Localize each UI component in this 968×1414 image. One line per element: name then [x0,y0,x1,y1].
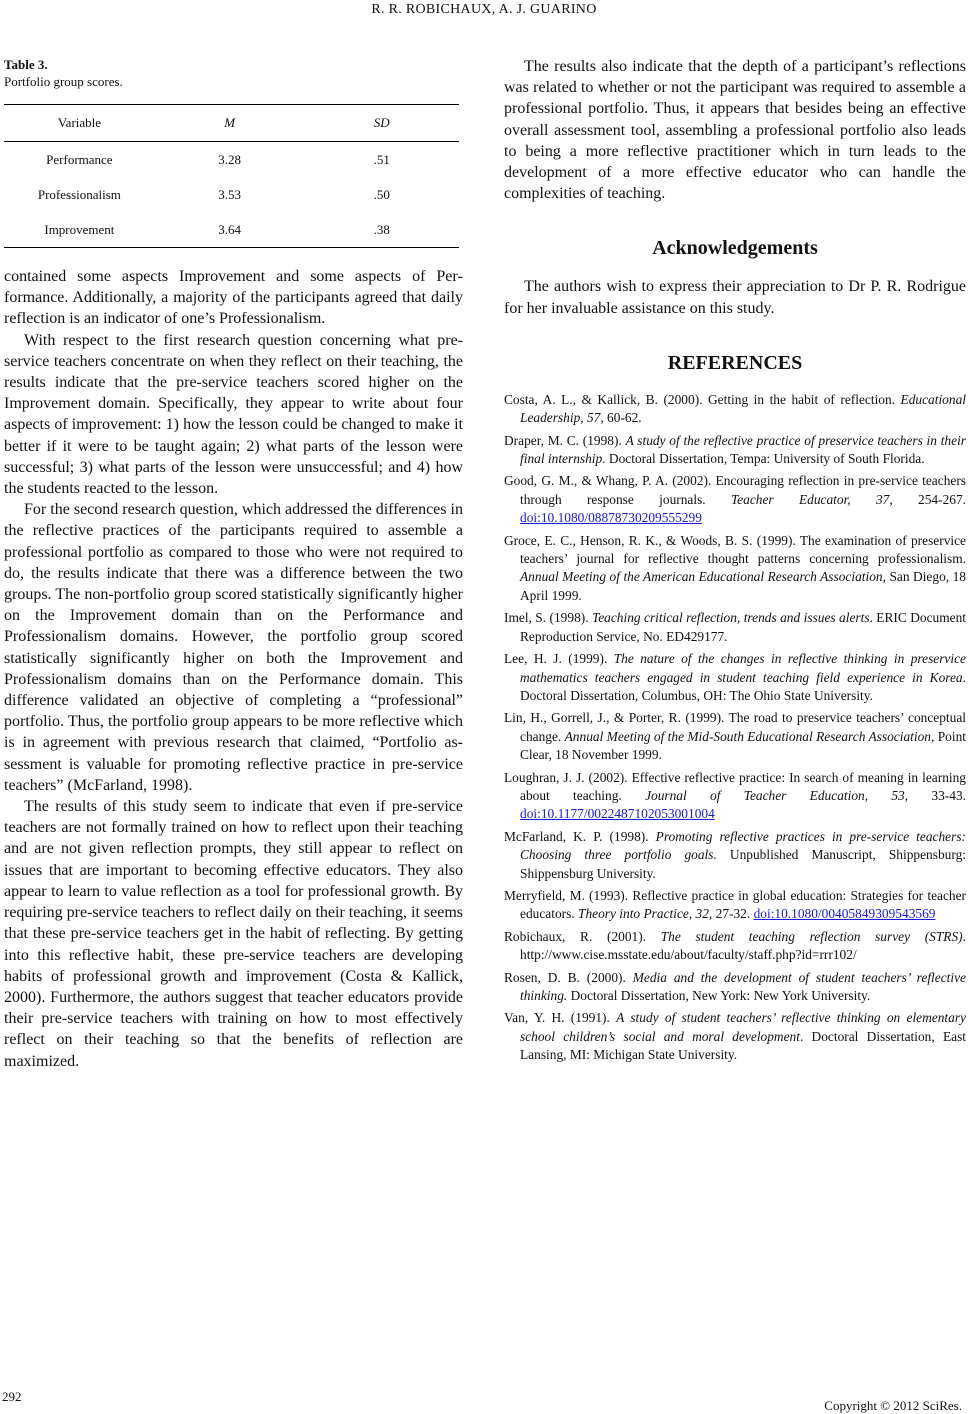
table-header-row [4,105,459,142]
table-cell: 3.53 [218,186,241,202]
table-cell: Improvement [4,212,155,248]
page-number: 292 [2,1389,22,1404]
reference-text: McFarland, K. P. (1998). [504,828,656,844]
table-row [4,142,459,178]
reference-list [504,391,966,1065]
body-paragraph: contained some aspects Improvement and some aspects of Performance. Additionally, a majority of the participants agreed that daily reflection is an indicator of one’s Professionalism. [4,268,463,328]
body-paragraph: For the second research question, which addressed the differences in the reflective practices of the participants required to assemble a professional portfolio as compared to those who were not required to do, the results indicate that there was a difference between the two groups. The non-portfolio group scored statistically significantly higher on the Improvement domain than on the Performance and Professionalism domains. However, the portfolio group scored statistically significantly higher on both the Improvement and Professionalism domains than on the Performance domain. This difference validated an objective of completing a “professional” portfolio. Thus, the portfolio group appears to be more reflective which is in agreement with previous research that claimed, “Portfolio assessment is valuable for promoting reflective practice in pre-service teachers” (McFarland, 1998). [4,501,463,794]
reference-text: , Point Clear, 18 November 1999. [520,728,966,763]
table-row [4,177,459,212]
reference-text: . Doctoral Dissertation, East Lansing, MI: Michigan State University. [520,1028,966,1063]
table-cell: Professionalism [37,186,121,202]
table-header-sd: SD [304,105,459,142]
reference-text: . Doctoral Dissertation, Columbus, OH: The Ohio State University. [520,669,966,703]
reference-title: Theory into Practice, 32, [578,906,713,922]
reference-item [504,391,966,428]
running-head: R. R. ROBICHAUX, A. J. GUARINO [371,2,597,17]
copyright: Copyright © 2012 SciRes. [824,1398,962,1413]
reference-text: Good, G. M., & Whang, P. A. (2002). Encouraging reflection in pre-service teachers through response journals. [504,473,966,507]
reference-text: Lee, H. J. (1999). [504,651,614,667]
table-row [4,212,459,248]
reference-title: Educational Leadership, 57, [520,391,966,426]
reference-text: Imel, S. (1998). [504,610,592,626]
reference-text: 33-43. [908,787,966,803]
reference-text: Costa, A. L., & Kallick, B. (2000). Getting in the habit of reflection. [504,391,901,407]
body-paragraph: The results of this study seem to indicate that even if pre-service teachers are not formally trained on how to reflect upon their teaching and are not given reflection prompts, they still appear to reflect on issues that are important to becoming effective educators. They also appear to learn to value reflection as a tool for professional growth. By requiring pre-service teachers to reflect daily on their teaching, it seems that these pre-service teachers get in the habit of reflecting. By getting into this reflective habit, these pre-service teachers are developing habits of professional growth and improvement (Costa & Kallick, 2000). Furthermore, the authors suggest that teacher educators provide their pre-service teachers with training on how to most effectively reflect on their teaching so that the benefits of reflection are maximized. [4,798,463,1070]
reference-title: Teaching critical reflection, trends and issues alerts [592,610,870,626]
reference-title: Media and the development of student teachers’ reflective thinking. [520,969,966,1004]
reference-text: 60-62. [603,410,642,426]
table-cell: .50 [373,186,390,202]
reference-title: Journal of Teacher Education, 53, [645,787,909,803]
reference-text: Merryfield, M. (1993). Reflective practice in global education: Strategies for teacher educators. [504,887,966,922]
reference-item [504,472,966,527]
reference-text: Groce, E. C., Henson, R. K., & Woods, B. S. (1999). The examination of preservice teachers’ journal for reflective thought patterns concerning professionalism. [504,532,966,567]
reference-text: . ERIC Document Reproduction Service, No. ED429177. [520,610,966,644]
reference-title: Promoting reflective practices in pre-service teachers: Choosing three portfolio goals. [520,828,966,863]
right-column [504,56,966,1069]
reference-title: Annual Meeting of the Mid-South Educational Research Association [564,728,931,744]
reference-title: A study of student teachers’ reflective thinking on elementary school children’s social and moral development [520,1010,967,1044]
reference-text: Loughran, J. J. (2002). Effective reflective practice: In search of meaning in learning about teaching. [504,769,966,803]
table-header-mean: M [155,105,305,142]
left-column [4,56,463,1072]
reference-title: The student teaching reflection survey (STRS) [660,928,963,944]
reference-text: . Doctoral Dissertation, Tempa: University of South Florida. [602,451,925,467]
table-cell: .51 [373,151,390,167]
doi-link[interactable]: doi:10.1080/00405849309543569 [753,906,936,922]
reference-item [504,828,966,883]
reference-text: 254-267. [892,491,967,507]
reference-text: Doctoral Dissertation, New York: New York University. [567,988,871,1004]
reference-item [504,532,966,606]
reference-text: Lin, H., Gorrell, J., & Porter, R. (1999). The road to preservice teachers’ conceptual change. [504,710,966,744]
references-heading: REFERENCES [667,351,803,374]
acknowledgements-text: The authors wish to express their appreciation to Dr P. R. Rodrigue for her invaluable assistance on this study. [504,278,966,317]
scores-table [4,104,459,248]
reference-item [504,769,966,824]
table-cell: 3.64 [155,212,305,248]
body-paragraph: The results also indicate that the depth of a participant’s reflections was related to whether or not the participant was required to assemble a professional portfolio. Thus, it appears that besides being an effective overall assessment tool, assembling a professional portfolio also leads to being a more reflective practitioner which in turn leads to the development of a more effective educator who can handle the complexities of teaching. [504,58,966,203]
reference-item [504,1009,966,1064]
body-paragraph: With respect to the first research question concerning what pre-service teachers concentrate on when they reflect on their teaching, the results indicate that the pre-service teachers scored higher on the Improvement domain. Specifically, they appear to write about four aspects of improvement: 1) how the lesson could be changed to make it better if it were to be taught again; 2) what parts of the lesson were successful; 3) what parts of the lesson were unsuccessful; and 4) how the students reacted to the lesson. [4,331,463,498]
reference-item [504,650,966,705]
reference-item [504,432,966,469]
reference-text: . http://www.cise.msstate.edu/about/faculty/staff.php?id=rrr102/ [520,928,966,963]
reference-text: Rosen, D. B. (2000). [504,969,633,985]
reference-item [504,887,966,924]
reference-title: A study of the reflective practice of preservice teachers in their final internship [520,432,967,467]
table-cell: .38 [304,212,459,248]
reference-item [504,969,966,1006]
reference-title: The nature of the changes in reflective thinking in preservice mathematics teachers engaged in student teaching field experience in Korea [520,651,966,685]
reference-text: Draper, M. C. (1998). [504,432,626,448]
table-number: Table 3. [4,57,48,72]
reference-item [504,709,966,764]
acknowledgements-heading: Acknowledgements [652,237,818,260]
doi-link[interactable]: doi:10.1177/0022487102053001004 [520,806,715,822]
reference-text: , San Diego, 18 April 1999. [520,569,966,603]
table-cell: Performance [46,151,113,167]
table-title: Portfolio group scores. [4,74,123,89]
reference-title: Teacher Educator, 37, [730,491,893,507]
doi-link[interactable]: doi:10.1080/08878730209555299 [520,510,702,526]
table-cell: 3.28 [218,151,241,167]
reference-text: 27-32. [712,906,754,922]
reference-text: Van, Y. H. (1991). [504,1010,617,1026]
table-header-variable: Variable [4,105,155,142]
reference-item [504,928,966,965]
reference-text: Unpublished Manuscript, Shippensburg: Shippensburg University. [520,847,966,881]
reference-title: Annual Meeting of the American Educational Research Association [520,569,883,585]
reference-text: Robichaux, R. (2001). [504,928,661,944]
reference-item [504,609,966,646]
